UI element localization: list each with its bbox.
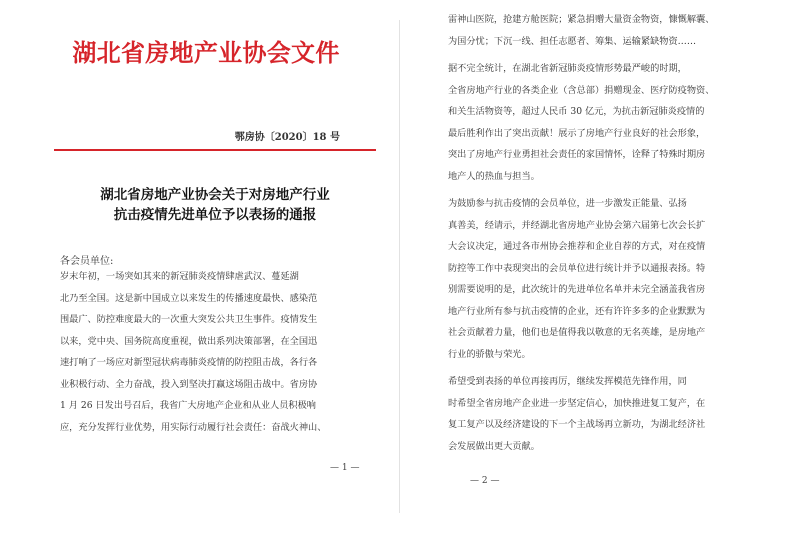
body-line: 应，充分发挥行业优势，用实际行动履行社会责任：奋战火神山、: [60, 421, 327, 433]
body-line: 真善美，经请示，并经湖北省房地产业协会第六届第七次会长扩: [448, 219, 706, 231]
body-line: 别需要说明的是，此次统计的先进单位名单并未完全涵盖我省房: [448, 284, 706, 295]
notice-title-line-2: 抗击疫情先进单位予以表扬的通报: [113, 207, 317, 223]
body-line: 防控等工作中表现突出的会员单位进行统计并予以通报表扬。特: [448, 262, 706, 274]
body-line: 和关生活物资等，超过人民币 30 亿元，为抗击新冠肺炎疫情的: [448, 106, 705, 117]
body-line: 会发展做出更大贡献。: [448, 440, 540, 452]
body-line: 雷神山医院，抢建方舱医院；紧急捐赠大量资金物资，慷慨解囊、: [448, 14, 715, 25]
body-line: 为国分忧；下沉一线、担任志愿者、筹集、运输紧缺物资……: [448, 35, 697, 47]
body-line: 复工复产以及经济建设的下一个主战场再立新功，为湖北经济社: [448, 419, 706, 430]
body-line: 突出了房地产行业勇担社会责任的家国情怀，诠释了特殊时期房: [448, 149, 706, 160]
paragraph: [448, 193, 768, 365]
paragraph: [448, 9, 768, 52]
notice-title-line-1: 湖北省房地产业协会关于对房地产行业: [100, 187, 330, 203]
body-line: 时希望全省房地产企业进一步坚定信心，加快推进复工复产，在: [448, 397, 706, 409]
body-line: 大会议决定，通过各市州协会推荐和企业自荐的方式，对在疫情: [448, 241, 706, 252]
document-title: 湖北省房地产业协会文件: [72, 39, 340, 67]
body-line: 地产行业所有参与抗击疫情的企业，还有许许多多的企业默默为: [448, 305, 706, 317]
body-line: 1 月 26 日发出号召后，我省广大房地产企业和从业人员积极响: [60, 400, 316, 411]
paragraph: [448, 58, 768, 187]
addressee: 各会员单位:: [60, 256, 114, 267]
body-line: 社会贡献着力量，他们也是值得我以敬意的无名英雄，是房地产: [448, 327, 706, 338]
body-line: 业积极行动、全力奋战，投入到坚决打赢这场阻击战中。省房协: [60, 378, 318, 390]
body-line: 为鼓励参与抗击疫情的会员单位，进一步激发正能量、弘扬: [448, 198, 687, 209]
red-separator-line: [54, 149, 376, 151]
page-2: [400, 0, 800, 533]
body-line: 速打响了一场应对新型冠状病毒肺炎疫情的防控阻击战，各行各: [60, 357, 318, 368]
body-line: 最后胜利作出了突出贡献！展示了房地产行业良好的社会形象，: [448, 127, 706, 139]
body-line: 希望受到表扬的单位再接再厉，继续发挥模范先锋作用，同: [448, 376, 687, 387]
body-line: 北乃至全国。这是新中国成立以来发生的传播速度最快、感染范: [60, 292, 318, 304]
document-number: 鄂房协〔2020〕18 号: [234, 132, 340, 143]
page-2-body: [448, 9, 768, 457]
body-line: 围最广、防控难度最大的一次重大突发公共卫生事件。疫情发生: [60, 314, 318, 325]
paragraph: [448, 371, 768, 457]
page-number-2: — 2 —: [470, 476, 500, 486]
body-line: 地产人的热血与担当。: [448, 170, 540, 182]
body-line: 全省房地产行业的各类企业（含总部）捐赠现金、医疗防疫物资、: [448, 84, 715, 96]
page-1-body: [60, 266, 370, 438]
page-number-1: — 1 —: [330, 463, 360, 473]
body-line: 据不完全统计，在湖北省新冠肺炎疫情形势最严峻的时期，: [448, 63, 687, 74]
body-line: 岁末年初，一场突如其来的新冠肺炎疫情肆虐武汉、蔓延湖: [60, 271, 299, 282]
body-line: 行业的骄傲与荣光。: [448, 348, 531, 360]
body-line: 以来，党中央、国务院高度重视，做出系列决策部署，在全国迅: [60, 335, 318, 347]
